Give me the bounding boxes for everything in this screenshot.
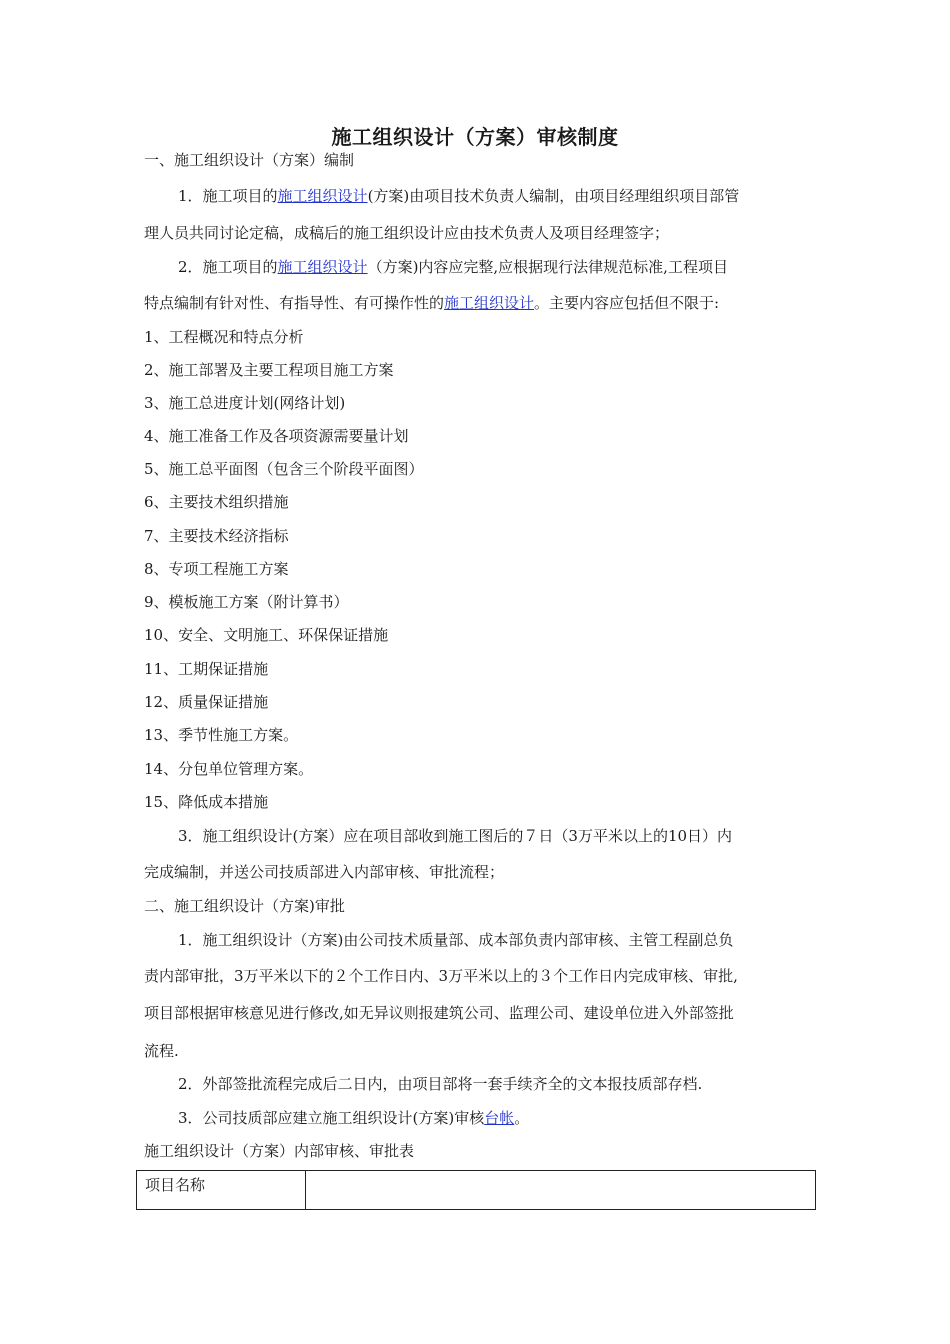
list-item: 6、主要技术组织措施 xyxy=(144,493,289,511)
section2-paragraph-3-text-a: 3．公司技质部应建立施工组织设计(方案)审核 xyxy=(178,1109,485,1127)
table-caption: 施工组织设计（方案）内部审核、审批表 xyxy=(144,1142,415,1160)
section2-paragraph-3-text-b: 。 xyxy=(514,1109,530,1127)
paragraph-2-line-2 xyxy=(144,293,719,313)
paragraph-1-line-1 xyxy=(178,186,739,206)
list-item: 14、分包单位管理方案。 xyxy=(144,760,314,778)
link-construction-org-design-3[interactable]: 施工组织设计 xyxy=(444,294,535,312)
list-item: 13、季节性施工方案。 xyxy=(144,726,299,744)
list-item: 8、专项工程施工方案 xyxy=(144,560,289,578)
list-item: 5、施工总平面图（包含三个阶段平面图） xyxy=(144,460,424,478)
paragraph-1-text-b: (方案)由项目技术负责人编制，由项目经理组织项目部管 xyxy=(367,187,740,205)
list-item: 3、施工总进度计划(网络计划) xyxy=(144,394,346,412)
list-item: 9、模板施工方案（附计算书） xyxy=(144,593,349,611)
paragraph-3-line-2: 完成编制，并送公司技质部进入内部审核、审批流程； xyxy=(144,863,505,881)
section1-heading: 一、施工组织设计（方案）编制 xyxy=(144,151,355,169)
paragraph-1-line-2: 理人员共同讨论定稿，成稿后的施工组织设计应由技术负责人及项目经理签字； xyxy=(144,224,670,242)
link-ledger[interactable]: 台帐 xyxy=(484,1109,515,1127)
paragraph-2-text-c: 特点编制有针对性、有指导性、有可操作性的 xyxy=(144,294,445,312)
section2-paragraph-1-line-1: 1．施工组织设计（方案)由公司技术质量部、成本部负责内部审核、主管工程副总负 xyxy=(178,931,734,949)
project-name-value[interactable] xyxy=(306,1171,816,1210)
list-item: 15、降低成本措施 xyxy=(144,793,269,811)
section2-paragraph-1-line-4: 流程. xyxy=(144,1042,179,1060)
link-construction-org-design-2[interactable]: 施工组织设计 xyxy=(277,258,368,276)
section2-paragraph-2: 2．外部签批流程完成后二日内，由项目部将一套手续齐全的文本报技质部存档. xyxy=(178,1075,703,1093)
paragraph-3-line-1: 3．施工组织设计(方案）应在项目部收到施工图后的７日（3万平米以上的10日）内 xyxy=(178,827,733,845)
paragraph-2-line-1 xyxy=(178,257,728,277)
list-item: 7、主要技术经济指标 xyxy=(144,527,289,545)
table-row xyxy=(137,1171,816,1210)
paragraph-2-text-d: 。主要内容应包括但不限于: xyxy=(534,294,720,312)
section2-paragraph-1-line-3: 项目部根据审核意见进行修改,如无异议则报建筑公司、监理公司、建设单位进入外部签批 xyxy=(144,1004,734,1022)
paragraph-2-text-a: 2．施工项目的 xyxy=(178,258,278,276)
list-item: 11、工期保证措施 xyxy=(144,660,269,678)
section2-paragraph-1-line-2: 责内部审批，3万平米以下的２个工作日内、3万平米以上的３个工作日内完成审核、审批, xyxy=(144,967,738,985)
project-name-label: 项目名称 xyxy=(137,1171,306,1210)
section2-paragraph-3 xyxy=(178,1108,529,1128)
list-item: 10、安全、文明施工、环保保证措施 xyxy=(144,626,389,644)
section2-heading: 二、施工组织设计（方案)审批 xyxy=(144,897,345,915)
link-construction-org-design-1[interactable]: 施工组织设计 xyxy=(277,187,368,205)
paragraph-2-text-b: （方案)内容应完整,应根据现行法律规范标准,工程项目 xyxy=(367,258,728,276)
list-item: 1、工程概况和特点分析 xyxy=(144,328,304,346)
document-title: 施工组织设计（方案）审核制度 xyxy=(331,125,619,149)
paragraph-1-text-a: 1．施工项目的 xyxy=(178,187,278,205)
list-item: 2、施工部署及主要工程项目施工方案 xyxy=(144,361,394,379)
list-item: 4、施工准备工作及各项资源需要量计划 xyxy=(144,427,409,445)
list-item: 12、质量保证措施 xyxy=(144,693,269,711)
review-approval-table xyxy=(136,1170,816,1210)
